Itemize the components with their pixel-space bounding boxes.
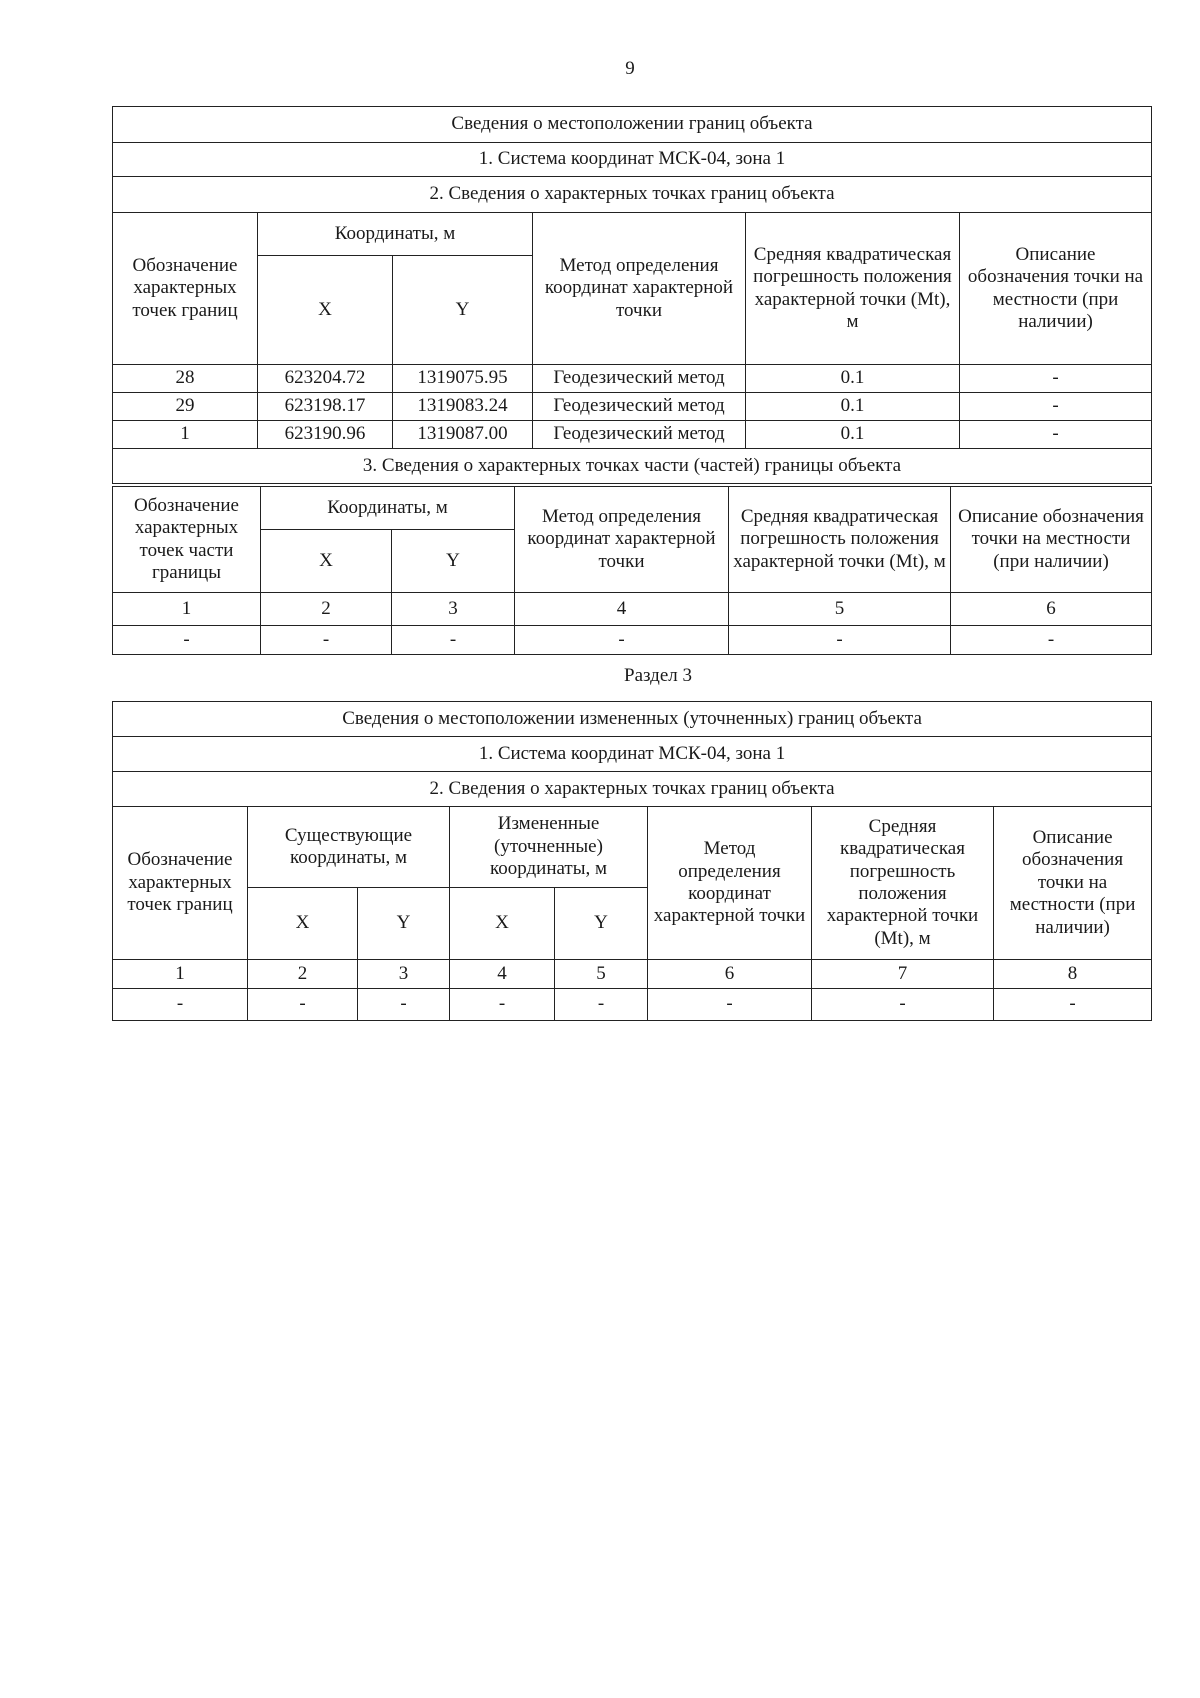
header-description: Описание обозначения точки на местности (при наличии)	[994, 807, 1152, 960]
cell-empty: -	[450, 989, 555, 1021]
cell-y: 1319083.24	[393, 393, 533, 421]
table-row	[113, 989, 1152, 1021]
table-subtitle: 2. Сведения о характерных точках границ объекта	[113, 772, 1152, 807]
cell-empty: -	[113, 626, 261, 655]
part-title: 3. Сведения о характерных точках части (частей) границы объекта	[113, 449, 1152, 484]
header-y: Y	[358, 888, 450, 960]
cell-description: -	[960, 365, 1152, 393]
cell-point: 29	[113, 393, 258, 421]
cell-accuracy: 0.1	[746, 421, 960, 449]
header-x: X	[450, 888, 555, 960]
column-number: 4	[450, 960, 555, 989]
part-boundary-table	[112, 486, 1152, 655]
header-method: Метод определения координат характерной точки	[533, 213, 746, 365]
table-subtitle: 2. Сведения о характерных точках границ объекта	[113, 177, 1152, 213]
table-title: Сведения о местоположении границ объекта	[113, 107, 1152, 143]
part-header-y: Y	[392, 530, 515, 593]
header-x: X	[248, 888, 358, 960]
part-header-method: Метод определения координат характерной точки	[515, 487, 729, 593]
column-number: 6	[648, 960, 812, 989]
header-y: Y	[555, 888, 648, 960]
column-number: 2	[261, 593, 392, 626]
cell-empty: -	[555, 989, 648, 1021]
part-header-x: X	[261, 530, 392, 593]
cell-description: -	[960, 421, 1152, 449]
cell-accuracy: 0.1	[746, 365, 960, 393]
cell-empty: -	[812, 989, 994, 1021]
column-number: 4	[515, 593, 729, 626]
section-title: Раздел 3	[624, 665, 692, 686]
cell-method: Геодезический метод	[533, 365, 746, 393]
header-coords: Координаты, м	[258, 213, 533, 256]
cell-y: 1319087.00	[393, 421, 533, 449]
column-number: 1	[113, 593, 261, 626]
header-method: Метод определения координат характерной точки	[648, 807, 812, 960]
column-number: 7	[812, 960, 994, 989]
table-row	[113, 421, 1152, 449]
cell-x: 623198.17	[258, 393, 393, 421]
cell-description: -	[960, 393, 1152, 421]
header-designation: Обозначение характерных точек границ	[113, 213, 258, 365]
cell-empty: -	[392, 626, 515, 655]
table-row	[113, 626, 1152, 655]
page-number: 9	[625, 58, 635, 79]
cell-empty: -	[261, 626, 392, 655]
part-header-designation: Обозначение характерных точек части границы	[113, 487, 261, 593]
column-numbers-row	[113, 593, 1152, 626]
changed-boundary-table	[112, 701, 1152, 1021]
cell-method: Геодезический метод	[533, 421, 746, 449]
cell-empty: -	[358, 989, 450, 1021]
cell-empty: -	[729, 626, 951, 655]
column-numbers-row	[113, 960, 1152, 989]
cell-empty: -	[648, 989, 812, 1021]
column-number: 3	[358, 960, 450, 989]
part-header-coords: Координаты, м	[261, 487, 515, 530]
cell-empty: -	[951, 626, 1152, 655]
cell-point: 1	[113, 421, 258, 449]
cell-x: 623204.72	[258, 365, 393, 393]
cell-method: Геодезический метод	[533, 393, 746, 421]
column-number: 1	[113, 960, 248, 989]
table-row	[113, 365, 1152, 393]
column-number: 3	[392, 593, 515, 626]
header-accuracy: Средняя квадратическая погрешность положения характерной точки (Mt), м	[812, 807, 994, 960]
cell-empty: -	[515, 626, 729, 655]
coord-system: 1. Система координат МСК-04, зона 1	[113, 737, 1152, 772]
cell-accuracy: 0.1	[746, 393, 960, 421]
table-title: Сведения о местоположении измененных (уточненных) границ объекта	[113, 702, 1152, 737]
column-number: 5	[729, 593, 951, 626]
column-number: 2	[248, 960, 358, 989]
header-description: Описание обозначения точки на местности (при наличии)	[960, 213, 1152, 365]
header-y: Y	[393, 256, 533, 365]
cell-empty: -	[248, 989, 358, 1021]
cell-point: 28	[113, 365, 258, 393]
header-designation: Обозначение характерных точек границ	[113, 807, 248, 960]
part-header-description: Описание обозначения точки на местности (при наличии)	[951, 487, 1152, 593]
cell-empty: -	[994, 989, 1152, 1021]
table-row	[113, 393, 1152, 421]
column-number: 5	[555, 960, 648, 989]
column-number: 8	[994, 960, 1152, 989]
header-changed-coords: Измененные (уточненные) координаты, м	[450, 807, 648, 888]
column-number: 6	[951, 593, 1152, 626]
header-x: X	[258, 256, 393, 365]
header-accuracy: Средняя квадратическая погрешность положения характерной точки (Mt), м	[746, 213, 960, 365]
part-header-accuracy: Средняя квадратическая погрешность положения характерной точки (Mt), м	[729, 487, 951, 593]
cell-empty: -	[113, 989, 248, 1021]
boundary-table	[112, 106, 1152, 484]
cell-y: 1319075.95	[393, 365, 533, 393]
header-existing-coords: Существующие координаты, м	[248, 807, 450, 888]
cell-x: 623190.96	[258, 421, 393, 449]
coord-system: 1. Система координат МСК-04, зона 1	[113, 143, 1152, 177]
